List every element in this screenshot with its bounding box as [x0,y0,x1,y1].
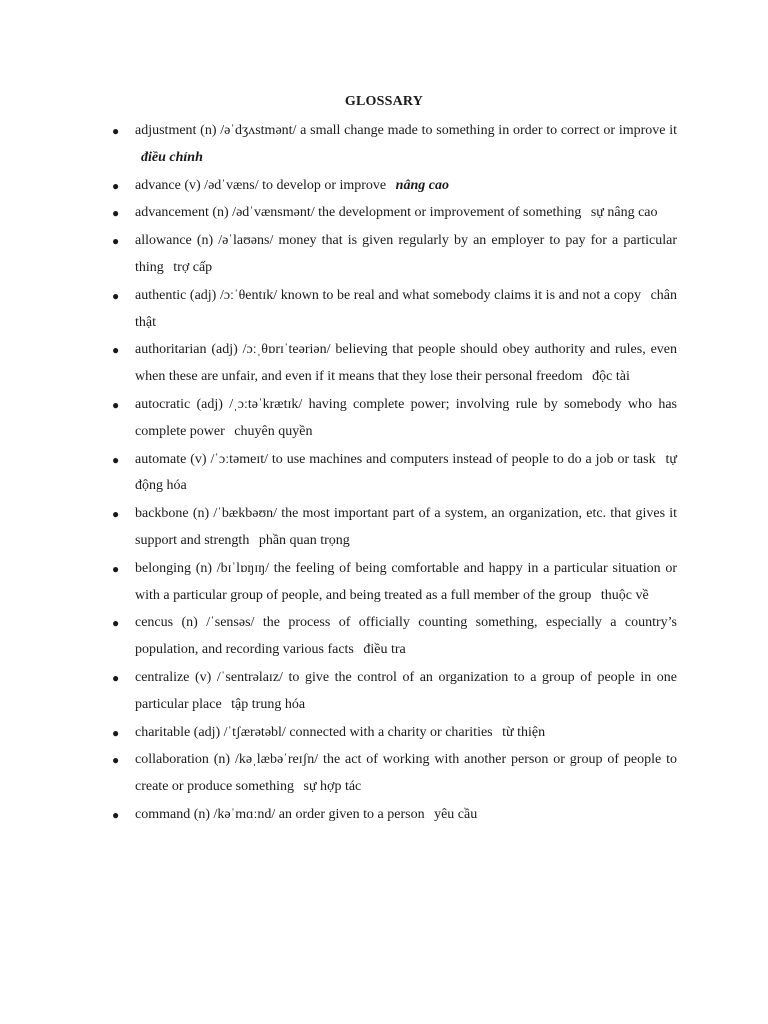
glossary-translation: điều tra [363,642,406,658]
glossary-translation: sự hợp tác [303,779,362,795]
glossary-translation: chân thật [135,287,677,330]
bullet-icon: ● [112,452,120,467]
glossary-definition: authoritarian (adj) /ɔːˌθɒrɪˈteəriən/ believing that people should obey authority and rules, even when these are unfair, and even if it means that they lose their personal freedom [135,342,677,385]
bullet-icon: ● [112,178,120,193]
glossary-list [0,118,768,830]
glossary-entry-text [135,392,677,446]
bullet-icon: ● [112,616,120,631]
bullet-icon: ● [112,234,120,249]
glossary-entry-text [135,501,677,555]
glossary-entry [0,720,768,747]
glossary-entry-text [135,200,677,227]
glossary-definition: advancement (n) /ədˈvænsmənt/ the development or improvement of something [135,205,582,221]
glossary-translation: sự nâng cao [590,205,658,221]
glossary-entry [0,802,768,829]
glossary-definition: autocratic (adj) /ˌɔːtəˈkrætɪk/ having complete power; involving rule by somebody who has complete power [135,396,677,439]
glossary-definition: allowance (n) /əˈlaʊəns/ money that is given regularly by an employer to pay for a particular thing [135,233,677,275]
glossary-entry-text [135,747,677,801]
bullet-icon: ● [112,206,120,221]
bullet-icon: ● [112,124,120,138]
glossary-entry [0,337,768,391]
bullet-icon: ● [112,670,120,685]
glossary-translation: độc tài [592,369,630,385]
glossary-definition: collaboration (n) /kəˌlæbəˈreɪʃn/ the act of working with another person or group of people to create or produce something [135,752,677,795]
glossary-entry [0,501,768,555]
glossary-definition: cencus (n) /ˈsensəs/ the process of officially counting something, especially a country’s population, and recording various facts [135,615,677,658]
bullet-icon: ● [112,288,120,303]
glossary-definition: backbone (n) /ˈbækbəʊn/ the most important part of a system, an organization, etc. that gives it support and strength [135,506,677,548]
glossary-definition: centralize (v) /ˈsentrəlaɪz/ to give the control of an organization to a group of people in one particular place [135,669,677,712]
glossary-entry [0,118,768,172]
glossary-entry [0,228,768,282]
glossary-entry-text [135,447,677,501]
glossary-definition: adjustment (n) /əˈdʒʌstmənt/ a small change made to something in order to correct or improve it [135,123,677,138]
bullet-icon: ● [112,343,120,358]
glossary-entry [0,392,768,446]
glossary-entry [0,173,768,200]
glossary-entry-text [135,337,677,391]
glossary-entry [0,447,768,501]
bullet-icon: ● [112,753,120,768]
glossary-entry [0,200,768,227]
glossary-entry [0,556,768,610]
glossary-entry-text [135,665,677,719]
glossary-entry-text [135,118,677,172]
page-title: GLOSSARY [344,94,424,109]
glossary-entry-text [135,173,677,200]
bullet-icon: ● [112,807,120,822]
bullet-icon: ● [112,507,120,522]
glossary-definition: automate (v) /ˈɔːtəmeɪt/ to use machines and computers instead of people to do a job or task [135,451,656,467]
glossary-translation: chuyên quyền [234,423,313,439]
glossary-definition: charitable (adj) /ˈtʃærətəbl/ connected with a charity or charities [135,724,493,740]
glossary-entry [0,283,768,337]
glossary-entry [0,747,768,801]
glossary-definition: command (n) /kəˈmɑːnd/ an order given to a person [135,806,425,822]
glossary-entry-text [135,283,677,337]
glossary-translation: điều chỉnh [141,149,203,165]
glossary-entry-text [135,228,677,282]
glossary-definition: belonging (n) /bɪˈlɒŋɪŋ/ the feeling of being comfortable and happy in a particular situation or with a particular group of people, and being treated as a full member of the group [135,560,677,603]
glossary-translation: từ thiện [502,724,546,740]
glossary-translation: trợ cấp [173,259,213,275]
glossary-entry-text [135,720,677,747]
glossary-translation: tự động hóa [135,451,677,494]
glossary-translation: nâng cao [395,177,449,193]
glossary-translation: phần quan trọng [258,532,350,548]
glossary-definition: authentic (adj) /ɔːˈθentɪk/ known to be real and what somebody claims it is and not a copy [135,287,641,303]
glossary-translation: tập trung hóa [231,696,306,712]
glossary-entry-text [135,802,677,829]
glossary-translation: thuộc về [600,587,649,603]
glossary-entry-text [135,610,677,664]
bullet-icon: ● [112,397,120,412]
glossary-entry [0,610,768,664]
glossary-entry [0,665,768,719]
bullet-icon: ● [112,561,120,576]
glossary-translation: yêu cầu [434,806,478,822]
glossary-entry-text [135,556,677,610]
bullet-icon: ● [112,725,120,740]
glossary-definition: advance (v) /ədˈvæns/ to develop or improve [135,177,387,193]
